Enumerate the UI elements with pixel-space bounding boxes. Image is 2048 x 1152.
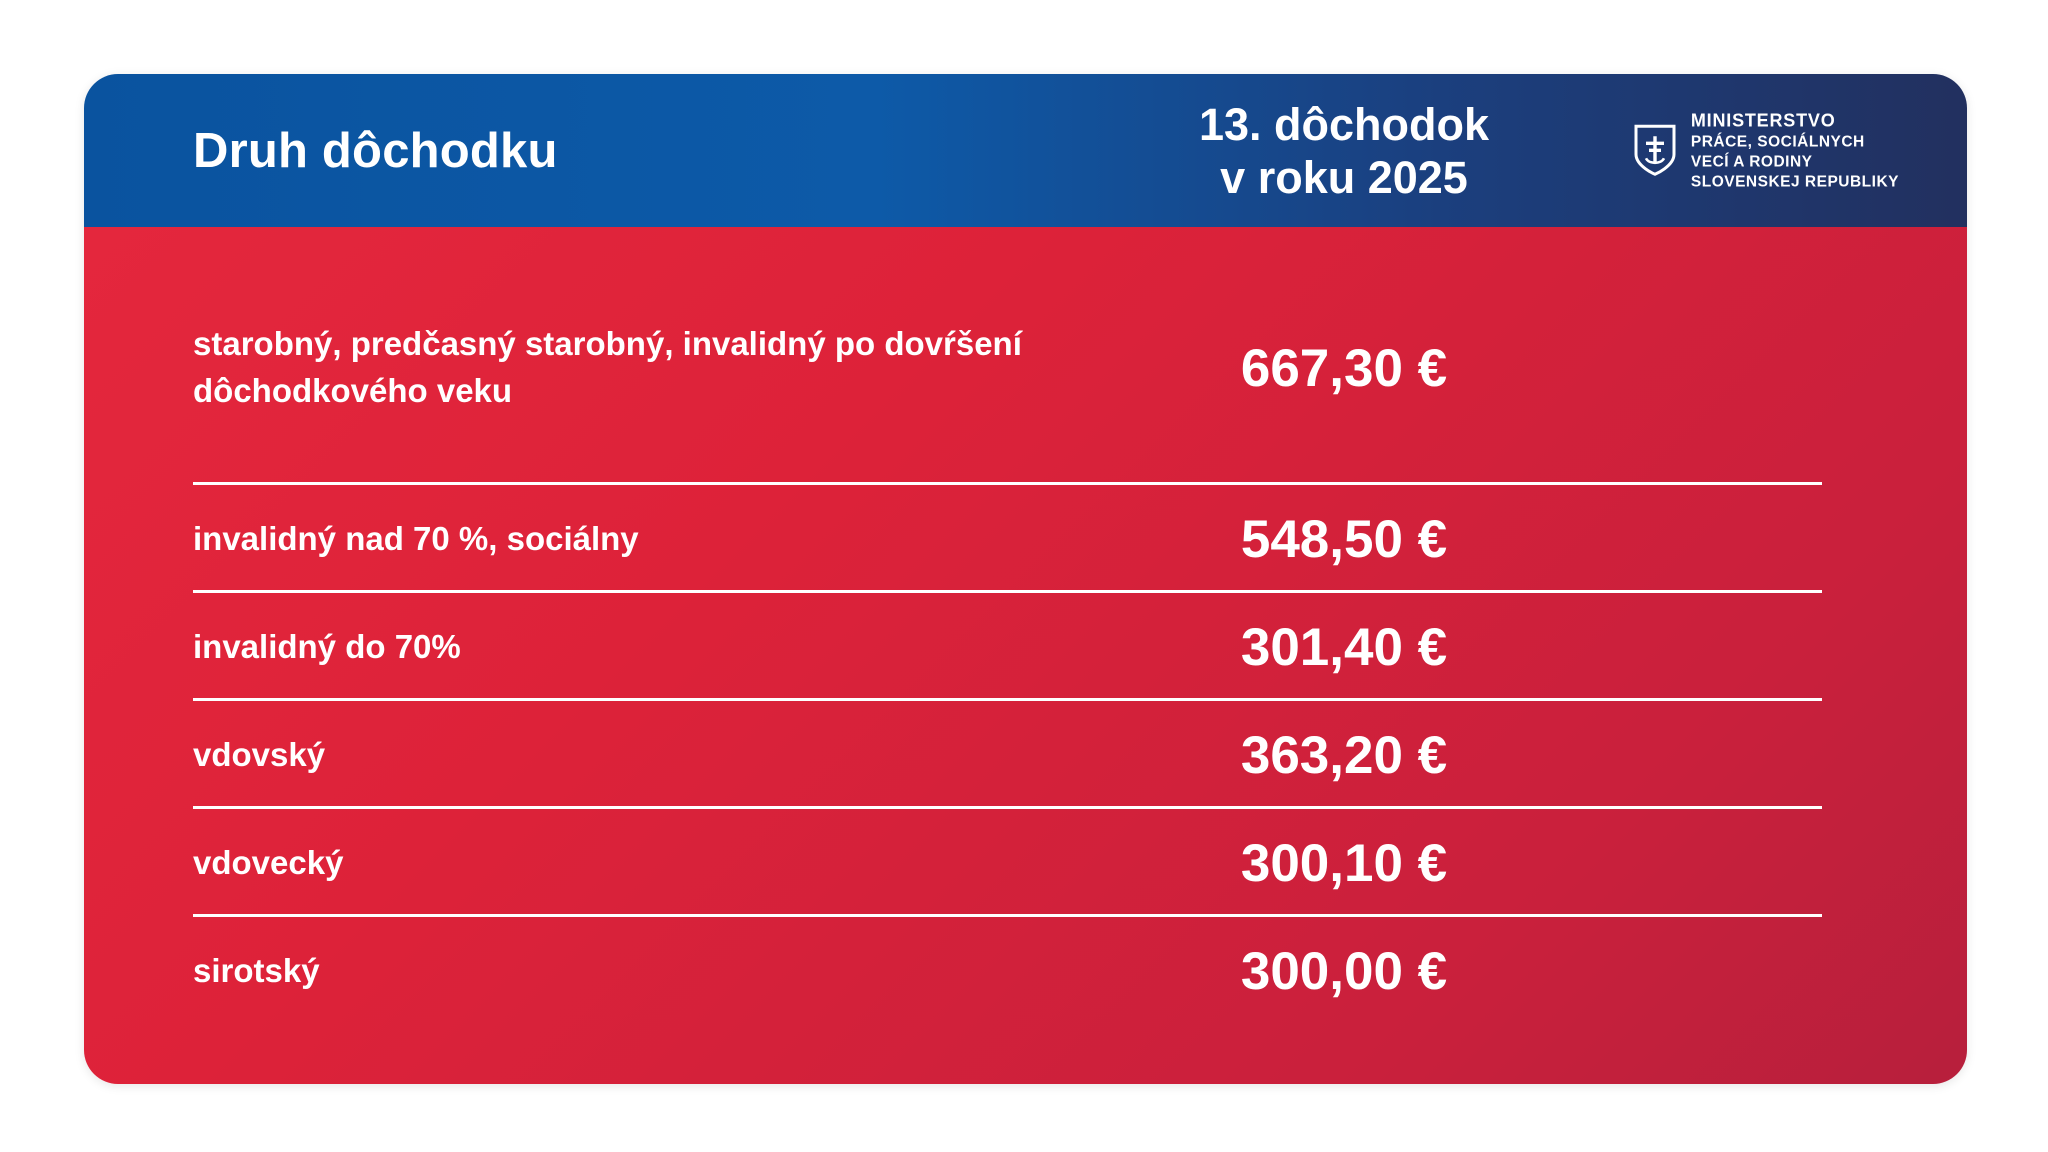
pension-table-card — [84, 74, 1967, 1084]
table-row — [84, 809, 1967, 917]
pension-type-label: starobný, predčasný starobný, invalidný po dovŕšení dôchodkového veku — [193, 325, 1022, 409]
header-value-label — [1144, 97, 1544, 203]
ministry-logo — [1633, 109, 1899, 192]
table-row — [84, 701, 1967, 809]
header-column-label: Druh dôchodku — [193, 123, 558, 178]
pension-type-label: sirotský — [193, 951, 320, 989]
ministry-logo-text — [1691, 109, 1899, 192]
pension-amount: 300,10 € — [1240, 833, 1448, 893]
ministry-logo-line4: SLOVENSKEJ REPUBLIKY — [1690, 173, 1899, 191]
pension-type-label: invalidný do 70% — [193, 627, 461, 665]
header-value-line2: v roku 2025 — [1220, 151, 1468, 203]
ministry-logo-line1: MINISTERSTVO — [1690, 109, 1836, 130]
table-row — [84, 917, 1967, 1025]
pension-type-label: invalidný nad 70 %, sociálny — [193, 519, 639, 557]
table-row — [84, 485, 1967, 593]
pension-amount: 667,30 € — [1240, 338, 1448, 398]
table-row — [84, 593, 1967, 701]
header-value-line1: 13. dôchodok — [1198, 98, 1490, 150]
pension-amount: 363,20 € — [1240, 725, 1448, 785]
pension-amount: 301,40 € — [1240, 617, 1448, 677]
pension-type-label: vdovský — [193, 735, 326, 773]
body-bottom-padding — [84, 1025, 1967, 1073]
ministry-logo-line2: PRÁCE, SOCIÁLNYCH — [1690, 132, 1865, 150]
table-row — [84, 227, 1967, 485]
pension-amount: 300,00 € — [1240, 941, 1448, 1001]
slovak-coat-of-arms-icon — [1633, 123, 1677, 177]
ministry-logo-line3: VECÍ A RODINY — [1690, 152, 1813, 170]
table-header — [84, 74, 1967, 227]
pension-amount: 548,50 € — [1240, 509, 1448, 569]
pension-type-label: vdovecký — [193, 843, 344, 881]
table-body — [84, 227, 1967, 1084]
